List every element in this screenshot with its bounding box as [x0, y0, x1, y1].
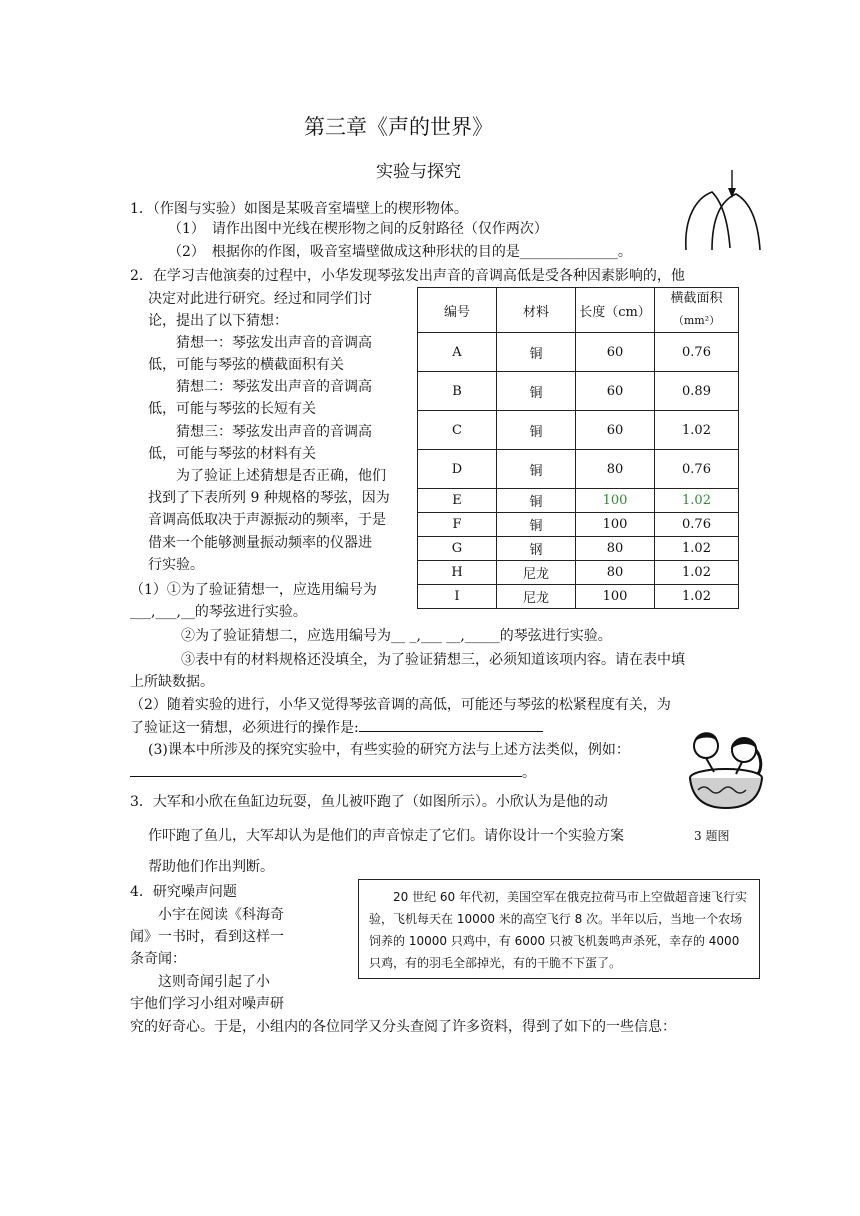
cell-id: A [418, 333, 497, 372]
tank-body [690, 778, 762, 808]
table-row [418, 489, 739, 513]
q1-sub1: （1） 请作出图中光线在楔形物之间的反射路径（仅作两次） [168, 221, 548, 237]
girl-braid [756, 750, 761, 774]
q4-text-line: 闻》一书时，看到这样一 [130, 929, 284, 945]
q2-text-line: 借来一个能够测量振动频率的仪器进 [148, 535, 372, 551]
cell-material: 铜 [497, 450, 576, 489]
answer-blank[interactable] [359, 717, 543, 732]
header-length: 长度（cm） [576, 288, 655, 333]
cell-material: 铜 [497, 489, 576, 513]
string-spec-table [417, 287, 739, 609]
ray-arrowhead-icon [728, 188, 736, 198]
cell-length: 60 [576, 411, 655, 450]
q1-stem: 1．（作图与实验）如图是某吸音室墙壁上的楔形物体。 [130, 201, 468, 217]
q2-text-line: 猜想三：琴弦发出声音的音调高 [148, 424, 372, 440]
q2-part3-line1: (3)课本中所涉及的探究实验中，有些实验的研究方法与上述方法类似，例如： [148, 742, 630, 758]
table-row [418, 372, 739, 411]
table-row [418, 537, 739, 561]
table-row [418, 585, 739, 609]
fish-tank-illustration [684, 720, 768, 812]
cell-material: 铜 [497, 333, 576, 372]
q2-text-line: 行实验。 [148, 557, 204, 573]
cell-length: 100 [576, 489, 655, 513]
q2-text-line: 论，提出了以下猜想： [148, 313, 288, 329]
q2-intro: 2．在学习吉他演奏的过程中，小华发现琴弦发出声音的音调高低是受各种因素影响的，他 [130, 268, 685, 284]
cell-area: 0.76 [655, 333, 739, 372]
q2-text-line: 为了验证上述猜想是否正确，他们 [148, 468, 386, 484]
cell-length: 100 [576, 585, 655, 609]
header-area-label: 横截面积 [670, 291, 723, 306]
q4-text-line: 这则奇闻引起了小 [130, 974, 270, 990]
cell-area: 1.02 [655, 585, 739, 609]
wedge-figure [682, 168, 764, 252]
q2-part2-line1: （2）随着实验的进行，小华又觉得琴弦音调的高低，可能还与琴弦的松紧程度有关，为 [130, 697, 671, 713]
cell-id: I [418, 585, 497, 609]
table-row [418, 333, 739, 372]
q4-text-line: 宇他们学习小组对噪声研 [130, 996, 284, 1012]
q2-part1-b: ②为了验证猜想二，应选用编号为__ _,___ __,_____的琴弦进行实验。 [181, 628, 612, 644]
cell-length: 60 [576, 333, 655, 372]
table-row [418, 411, 739, 450]
q2-text-line: 低，可能与琴弦的材料有关 [148, 446, 316, 462]
q2-text-line: 低，可能与琴弦的长短有关 [148, 401, 316, 417]
table-row [418, 450, 739, 489]
cell-length: 80 [576, 450, 655, 489]
cell-area: 0.89 [655, 372, 739, 411]
q2-part2-line2 [130, 717, 543, 738]
q4-last-line: 究的好奇心。于是，小组内的各位同学又分头查阅了许多资料，得到了如下的一些信息： [130, 1019, 676, 1035]
q3-line3: 帮助他们作出判断。 [148, 859, 274, 875]
q2-text-line: 找到了下表所列 9 种规格的琴弦，因为 [148, 490, 390, 506]
news-excerpt-box: 20 世纪 60 年代初，美国空军在俄克拉荷马市上空做超音速飞行实验，飞机每天在 10000 米的高空飞行 8 次。半年以后，当地一个农场饲养的 10000 只鸡中，有 6000 只被飞机轰鸣声杀死，幸存的 4000 只鸡，有的羽毛全部掉光，有的干脆不下蛋了。 [358, 879, 760, 979]
q2-text-line: 音调高低取决于声源振动的频率，于是 [148, 512, 386, 528]
cell-id: E [418, 489, 497, 513]
wedge-left [686, 192, 730, 250]
page-title: 第三章《声的世界》 [304, 115, 493, 139]
q4-heading: 4．研究噪声问题 [130, 884, 237, 900]
cell-area: 1.02 [655, 561, 739, 585]
q2-part1-a-blanks: ___,___,__的琴弦进行实验。 [130, 604, 307, 620]
cell-material: 尼龙 [497, 585, 576, 609]
q2-part3-end: 。 [522, 765, 536, 781]
table-row [418, 561, 739, 585]
header-area [655, 288, 739, 333]
header-material: 材料 [497, 288, 576, 333]
cell-material: 钢 [497, 537, 576, 561]
cell-id: H [418, 561, 497, 585]
cell-material: 尼龙 [497, 561, 576, 585]
q2-part2-text: 了验证这一猜想，必须进行的操作是: [130, 720, 359, 736]
cell-id: D [418, 450, 497, 489]
q4-text-line: 条奇闻： [130, 951, 186, 967]
q2-text-line: 猜想一：琴弦发出声音的音调高 [148, 335, 372, 351]
cell-id: C [418, 411, 497, 450]
q3-figure-caption: 3 题图 [694, 829, 730, 843]
cell-area: 1.02 [655, 411, 739, 450]
cell-id: B [418, 372, 497, 411]
cell-id: F [418, 513, 497, 537]
page-subtitle: 实验与探究 [376, 162, 461, 182]
q2-text-line: 猜想二：琴弦发出声音的音调高 [148, 379, 372, 395]
q2-text-line: 决定对此进行研究。经过和同学们讨 [148, 291, 372, 307]
answer-blank[interactable] [130, 762, 522, 777]
cell-area: 1.02 [655, 489, 739, 513]
header-id: 编号 [418, 288, 497, 333]
q1-sub2: （2） 根据你的作图，吸音室墙壁做成这种形状的目的是______________。 [168, 244, 632, 260]
q4-text-line: 小宇在阅读《科海奇 [130, 907, 284, 923]
table-row [418, 513, 739, 537]
q2-part1-c-line2: 上所缺数据。 [130, 674, 214, 690]
q2-part1-c-line1: ③表中有的材料规格还没填全，为了验证猜想三，必须知道该项内容。请在表中填 [181, 652, 685, 668]
cell-length: 60 [576, 372, 655, 411]
q3-line1: 3．大军和小欣在鱼缸边玩耍，鱼儿被吓跑了（如图所示）。小欣认为是他的动 [130, 794, 608, 810]
cell-material: 铜 [497, 411, 576, 450]
cell-area: 1.02 [655, 537, 739, 561]
cell-material: 铜 [497, 372, 576, 411]
q2-part1-a: （1）①为了验证猜想一，应选用编号为 [130, 582, 377, 598]
cell-length: 80 [576, 561, 655, 585]
cell-id: G [418, 537, 497, 561]
table-header-row [418, 288, 739, 333]
cell-area: 0.76 [655, 513, 739, 537]
cell-length: 100 [576, 513, 655, 537]
q3-line2: 作吓跑了鱼儿，大军却认为是他们的声音惊走了它们。请你设计一个实验方案 [148, 828, 624, 844]
cell-area: 0.76 [655, 450, 739, 489]
q2-part3-line2 [130, 762, 536, 783]
header-area-unit: （mm²） [672, 314, 721, 327]
cell-material: 铜 [497, 513, 576, 537]
cell-length: 80 [576, 537, 655, 561]
q2-text-line: 低，可能与琴弦的横截面积有关 [148, 357, 344, 373]
